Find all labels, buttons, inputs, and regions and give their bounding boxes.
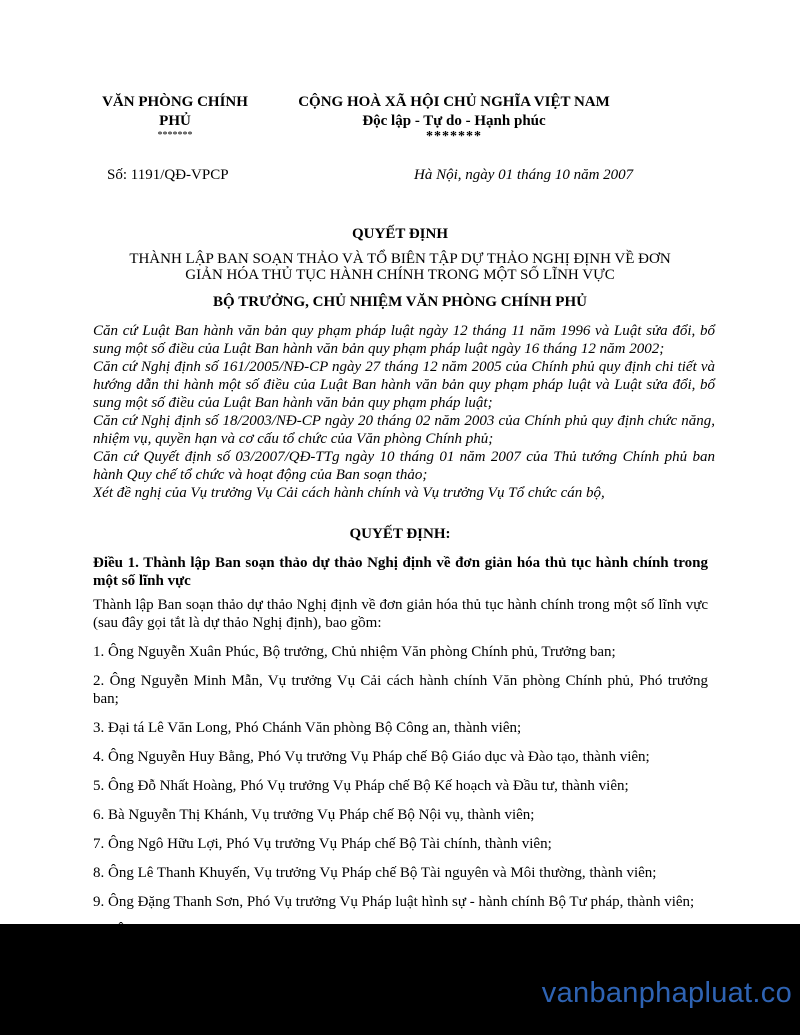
- document-number: Số: 1191/QĐ-VPCP: [107, 167, 229, 183]
- subject-line-1: THÀNH LẬP BAN SOẠN THẢO VÀ TỔ BIÊN TẬP DỰ THẢO NGHỊ ĐỊNH VỀ ĐƠN: [129, 251, 671, 267]
- agency-name-line1: VĂN PHÒNG CHÍNH: [102, 94, 248, 110]
- member-item: 6. Bà Nguyễn Thị Khánh, Vụ trưởng Vụ Pháp chế Bộ Nội vụ, thành viên;: [93, 807, 535, 823]
- issuing-authority: BỘ TRƯỞNG, CHỦ NHIỆM VĂN PHÒNG CHÍNH PHỦ: [213, 294, 587, 310]
- national-header: [278, 93, 630, 143]
- document-title: QUYẾT ĐỊNH: [352, 226, 448, 242]
- legal-basis: Căn cứ Quyết định số 03/2007/QĐ-TTg ngày 10 tháng 01 năm 2007 của Thủ tướng Chính phủ ban hành Quy chế tổ chức và hoạt động của Ban soạn thảo;: [93, 449, 715, 483]
- member-item: 2. Ông Nguyễn Minh Mẫn, Vụ trưởng Vụ Cải cách hành chính Văn phòng Chính phủ, Phó trưởng ban;: [93, 673, 708, 707]
- member-item: 4. Ông Nguyễn Huy Bằng, Phó Vụ trưởng Vụ Pháp chế Bộ Giáo dục và Đào tạo, thành viên;: [93, 749, 650, 765]
- document-subject: [60, 251, 740, 283]
- member-item: 5. Ông Đỗ Nhất Hoàng, Phó Vụ trưởng Vụ Pháp chế Bộ Kế hoạch và Đầu tư, thành viên;: [93, 778, 629, 794]
- document-date: Hà Nội, ngày 01 tháng 10 năm 2007: [414, 167, 634, 183]
- subject-line-2: GIẢN HÓA THỦ TỤC HÀNH CHÍNH TRONG MỘT SỐ LĨNH VỰC: [185, 267, 615, 283]
- nation-name: CỘNG HOÀ XÃ HỘI CHỦ NGHĨA VIỆT NAM: [298, 94, 610, 110]
- agency-separator: *******: [157, 130, 193, 141]
- agency-name-line2: PHỦ: [159, 113, 191, 129]
- legal-basis: Xét đề nghị của Vụ trưởng Vụ Cải cách hành chính và Vụ trưởng Vụ Tổ chức cán bộ,: [93, 485, 605, 501]
- footer-banner: [0, 924, 800, 1035]
- legal-basis: Căn cứ Nghị định số 161/2005/NĐ-CP ngày 27 tháng 12 năm 2005 của Chính phủ quy định chi tiết và hướng dẫn thi hành một số điều của Luật Ban hành văn bản quy phạm pháp luật và Luật sửa đổi, bổ sung một số điều của Luật Ban hành văn bản quy phạm pháp luật;: [93, 359, 715, 411]
- article-1-body: [93, 596, 708, 951]
- legal-basis: Căn cứ Nghị định số 18/2003/NĐ-CP ngày 20 tháng 02 năm 2003 của Chính phủ quy định chức năng, nhiệm vụ, quyền hạn và cơ cấu tổ chức của Văn phòng Chính phủ;: [93, 413, 715, 447]
- member-item: 3. Đại tá Lê Văn Long, Phó Chánh Văn phòng Bộ Công an, thành viên;: [93, 720, 522, 736]
- national-motto: Độc lập - Tự do - Hạnh phúc: [362, 113, 546, 129]
- decision-heading: QUYẾT ĐỊNH:: [349, 526, 451, 542]
- member-item: 8. Ông Lê Thanh Khuyến, Vụ trưởng Vụ Pháp chế Bộ Tài nguyên và Môi thường, thành viên;: [93, 865, 657, 881]
- article-1-heading: Điều 1. Thành lập Ban soạn thảo dự thảo Nghị định về đơn giản hóa thủ tục hành chính trong một số lĩnh vực: [93, 555, 708, 589]
- legal-bases: [93, 322, 715, 502]
- member-item: 7. Ông Ngô Hữu Lợi, Phó Vụ trưởng Vụ Pháp chế Bộ Tài chính, thành viên;: [93, 836, 552, 852]
- member-item: 9. Ông Đặng Thanh Sơn, Phó Vụ trưởng Vụ Pháp luật hình sự - hành chính Bộ Tư pháp, thành viên;: [93, 894, 695, 910]
- article-1-intro: Thành lập Ban soạn thảo dự thảo Nghị định về đơn giản hóa thủ tục hành chính trong một số lĩnh vực (sau đây gọi tắt là dự thảo Nghị định), bao gồm:: [93, 597, 708, 631]
- motto-separator: *******: [426, 129, 482, 144]
- member-item: 1. Ông Nguyễn Xuân Phúc, Bộ trưởng, Chủ nhiệm Văn phòng Chính phủ, Trưởng ban;: [93, 644, 616, 660]
- issuing-agency: [80, 93, 270, 141]
- site-watermark[interactable]: vanbanphapluat.co: [541, 977, 792, 1009]
- legal-basis: Căn cứ Luật Ban hành văn bản quy phạm pháp luật ngày 12 tháng 11 năm 1996 và Luật sửa đổi, bổ sung một số điều của Luật Ban hành văn bản quy phạm pháp luật ngày 16 tháng 12 năm 2002;: [93, 323, 715, 357]
